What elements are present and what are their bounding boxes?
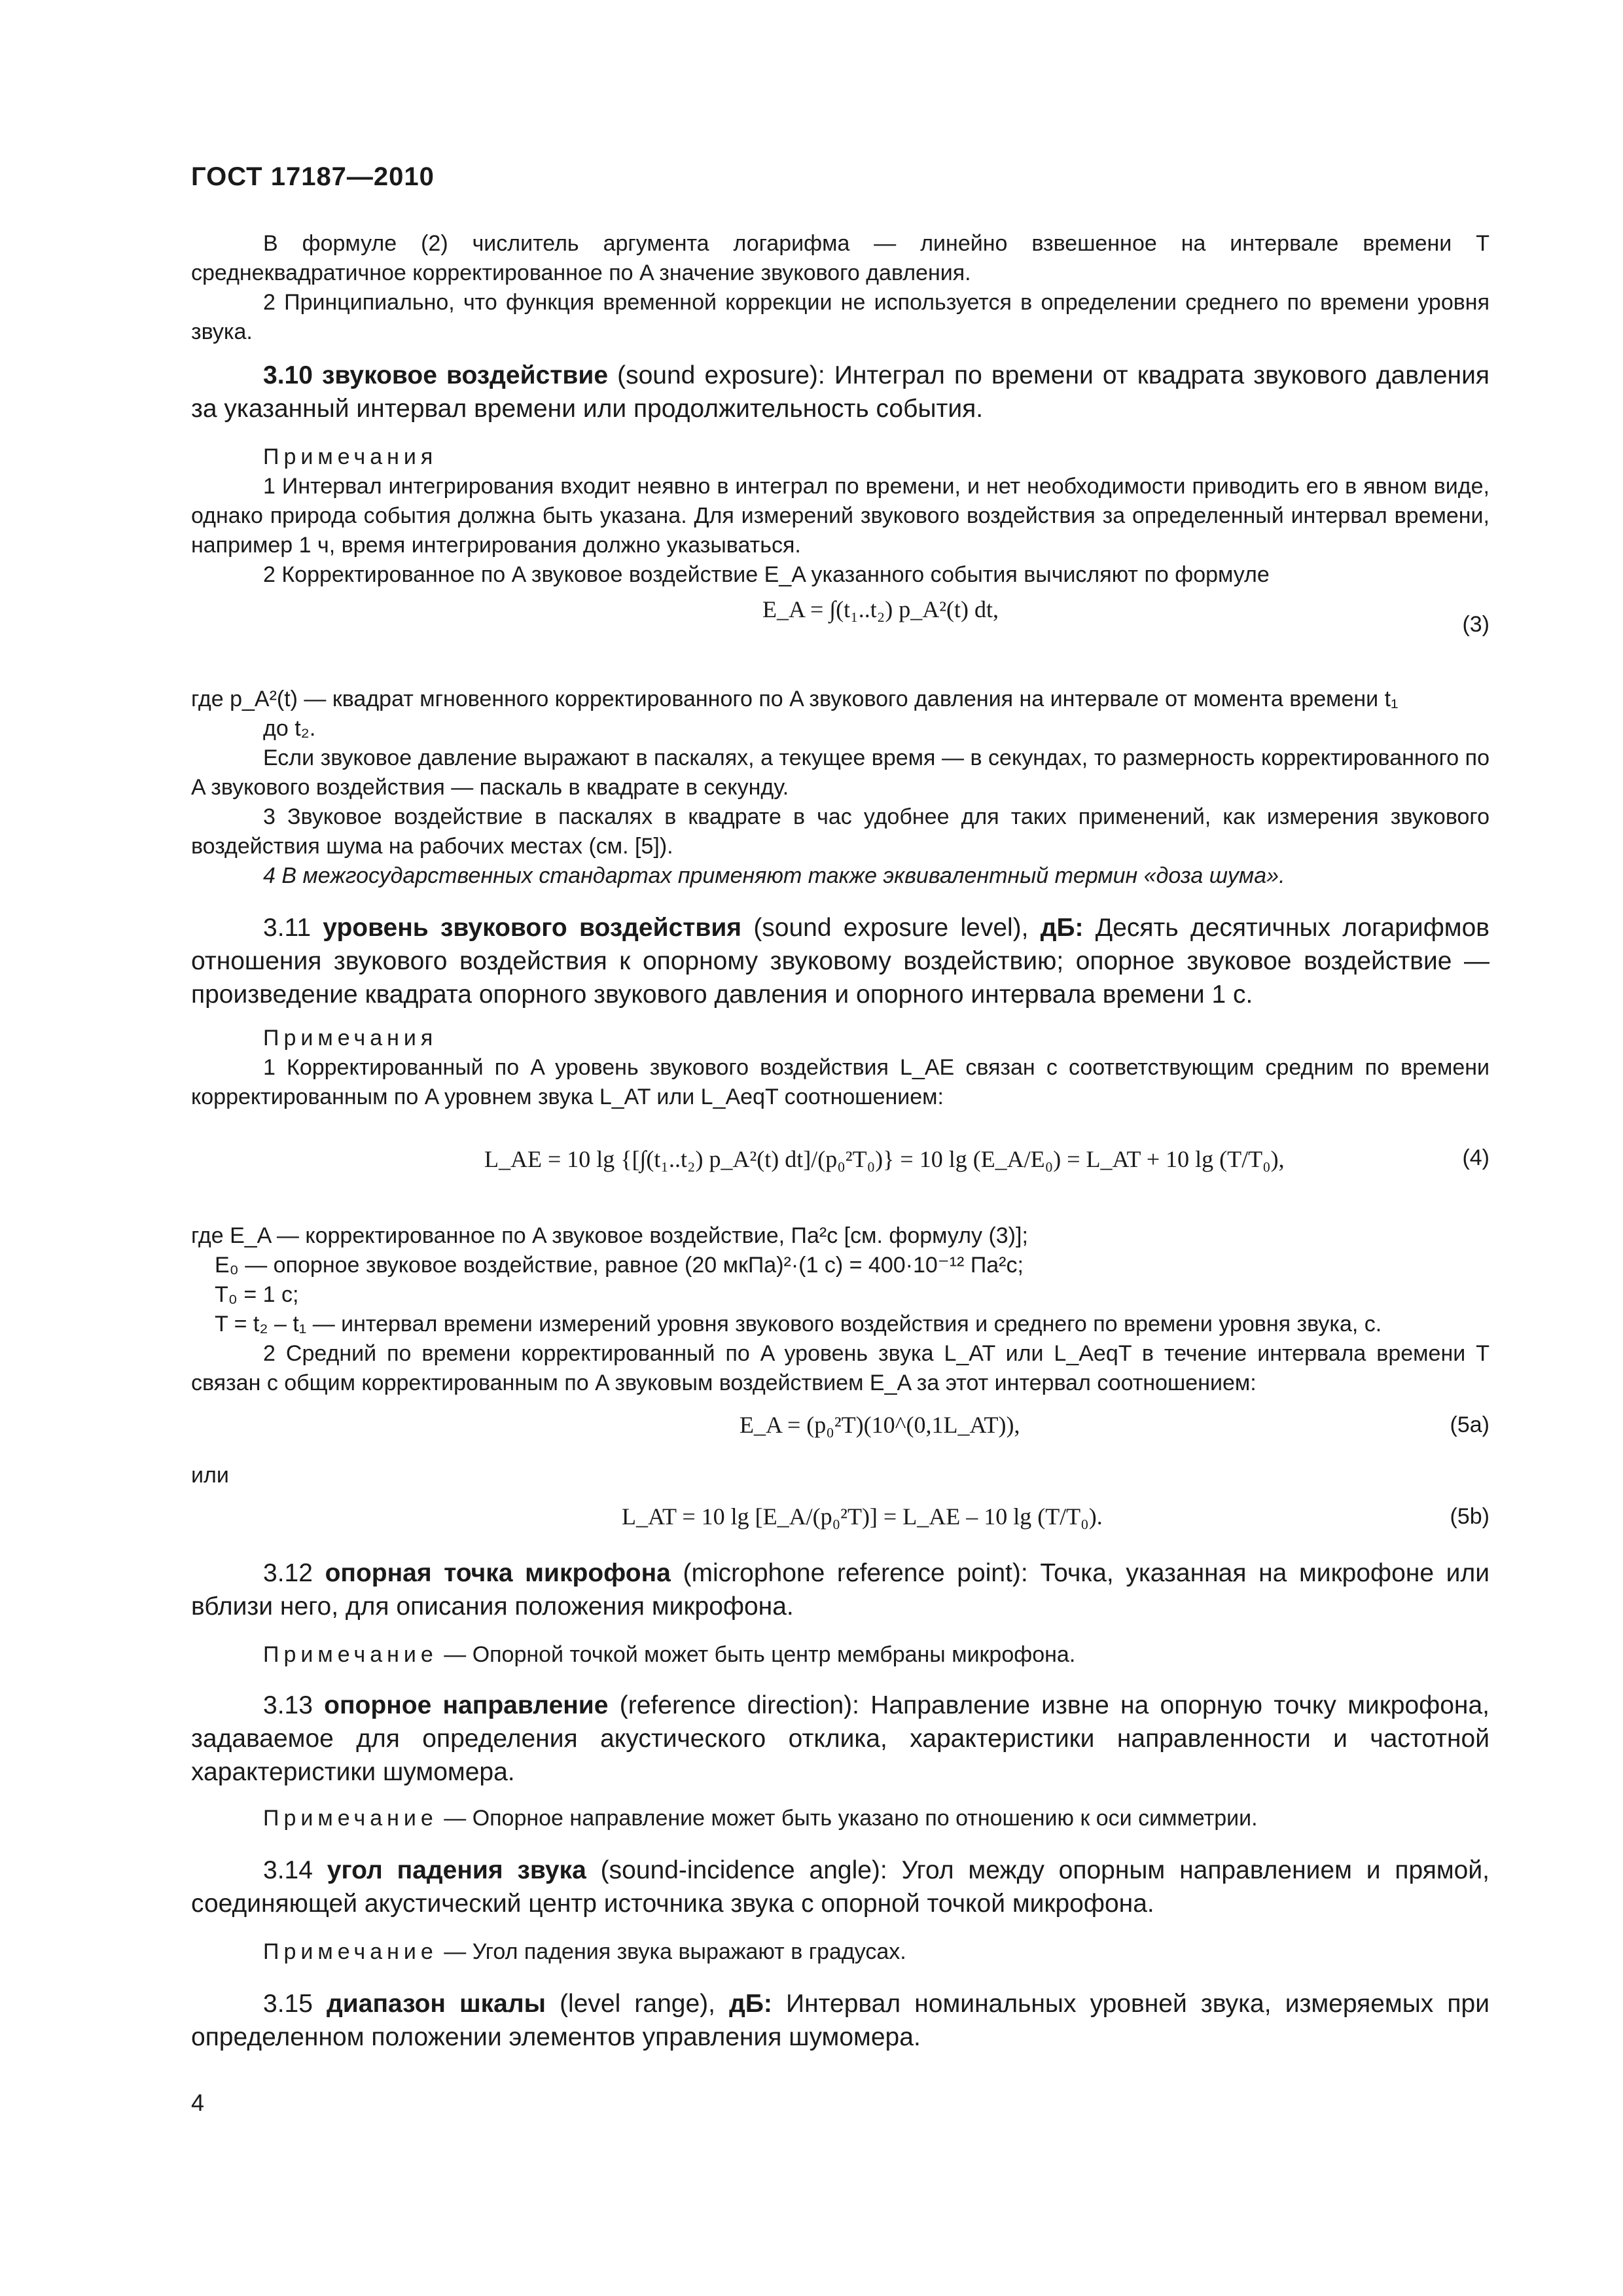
formula-5b-number: (5b) bbox=[1450, 1504, 1489, 1529]
term-3-12: 3.12 опорная точка микрофона (microphone reference point): Точка, указанная на микрофоне или вблизи него, для описания положения микрофона. bbox=[191, 1559, 1490, 1621]
formula-3-number: (3) bbox=[1462, 612, 1489, 637]
formula-5b: L_AT = 10 lg [E_A/(p₀²T)] = L_AE – 10 lg (T/T₀). bbox=[622, 1503, 1103, 1530]
term-3-14: 3.14 угол падения звука (sound-incidence angle): Угол между опорным направлением и прямой, соединяющей акустический центр источника звука с опорной точкой микрофона. bbox=[191, 1856, 1489, 1918]
paragraph: В формуле (2) числитель аргумента логарифма — линейно взвешенное на интервале времени T среднеквадратичное корректированное по A значение звукового давления. 2 Принципиально, что функция временной коррекции не используется в определении среднего по времени уровня звука. bbox=[191, 231, 1489, 344]
note-3-14: Примечание — Угол падения звука выражают в градусах. bbox=[263, 1939, 906, 1964]
formula-5a: E_A = (p₀²T)(10^(0,1L_AT)), bbox=[740, 1412, 1020, 1438]
formula-4-explanation: где E_A — корректированное по A звуковое воздействие, Па²с [см. формулу (3)]; E₀ — опорное звуковое воздействие, равное (20 мкПа)²·(1 с) = 400·10⁻¹² Па²с; T₀ = 1 с; T = t₂ – t₁ — интервал времени измерений уровня звукового воздействия и среднего по времени уровня звука, с. 2 Средний по времени корректированный по A уровень звука L_AT или L_AeqT в течение интервала времени T связан с общим корректированным по A звуковым воздействием E_A за этот интервал соотношением: bbox=[191, 1223, 1489, 1395]
formula-4: L_AE = 10 lg {[∫(t₁..t₂) p_A²(t) dt]/(p₀²T₀)} = 10 lg (E_A/E₀) = L_AT + 10 lg (T/T₀), bbox=[484, 1146, 1285, 1172]
notes-3-11: Примечания 1 Корректированный по A уровень звукового воздействия L_AE связан с соответствующим средним по времени корректированным по A уровнем звука L_AT или L_AeqT соотношением: bbox=[191, 1026, 1489, 1109]
term-3-13: 3.13 опорное направление (reference direction): Направление извне на опорную точку микрофона, задаваемое для определения акустического отклика, характеристики направленности и частотной характеристики шумомера. bbox=[191, 1691, 1489, 1786]
formula-3-explanation: где p_A²(t) — квадрат мгновенного корректированного по A звукового давления на интервале от момента времени t₁ до t₂. Если звуковое давление выражают в паскалях, а текущее время — в секундах, то размерность корректированного по A звукового воздействия — паскаль в квадрате в секунду. 3 Звуковое воздействие в паскалях в квадрате в час удобнее для таких применений, как измерения звукового воздействия шума на рабочих местах (см. [5]). 4 В межгосударственных стандартах применяют также эквивалентный термин «доза шума». bbox=[191, 687, 1489, 888]
page-number: 4 bbox=[191, 2089, 205, 2116]
page-header: ГОСТ 17187—2010 bbox=[191, 162, 435, 191]
notes-3-10: Примечания 1 Интервал интегрирования входит неявно в интеграл по времени, и нет необходимости приводить его в явном виде, однако природа события должна быть указана. Для измерений звукового воздействия за определенный интервал времени, например 1 ч, время интегрирования должно указываться. 2 Корректированное по A звуковое воздействие E_A указанного события вычисляют по формуле bbox=[191, 442, 1489, 590]
formula-3: E_A = ∫(t₁..t₂) p_A²(t) dt, bbox=[762, 596, 999, 622]
notes-label: Примечания bbox=[263, 444, 438, 469]
formula-5a-number: (5a) bbox=[1450, 1412, 1489, 1437]
term-3-15: 3.15 диапазон шкалы (level range), дБ: Интервал номинальных уровней звука, измеряемых при определенном положении элементов управления шумомера. bbox=[191, 1990, 1490, 2051]
formula-4-number: (4) bbox=[1462, 1145, 1489, 1170]
note-3-13: Примечание — Опорное направление может быть указано по отношению к оси симметрии. bbox=[263, 1806, 1258, 1831]
term-3-11: 3.11 уровень звукового воздействия (sound exposure level), дБ: Десять десятичных логарифмов отношения звукового воздействия к опорному звуковому воздействию; опорное звуковое воздействие — произведение квадрата опорного звукового давления и опорного интервала времени 1 с. bbox=[191, 914, 1490, 1009]
note-3-12: Примечание — Опорной точкой может быть центр мембраны микрофона. bbox=[263, 1642, 1076, 1667]
or-text: или bbox=[191, 1463, 229, 1488]
term-3-10: 3.10 звуковое воздействие (sound exposure): Интеграл по времени от квадрата звукового давления за указанный интервал времени или продолжительность события. bbox=[191, 361, 1489, 423]
